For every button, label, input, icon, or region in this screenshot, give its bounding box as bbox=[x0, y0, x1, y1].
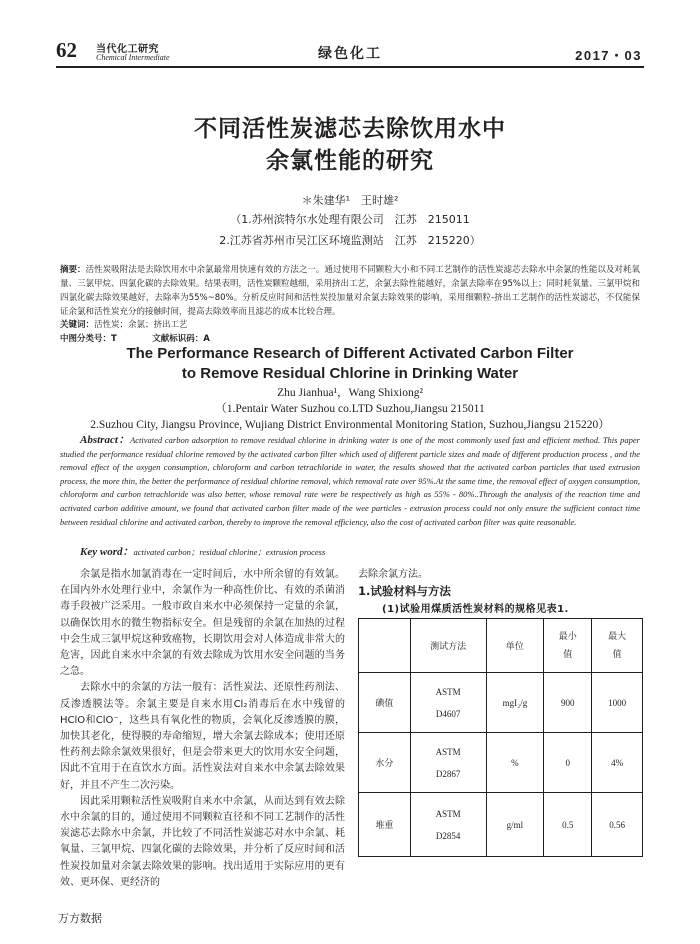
title-en-line1: The Performance Research of Different Activated Carbon Filter bbox=[126, 345, 574, 362]
spec-table bbox=[358, 618, 643, 857]
row-max: 4% bbox=[592, 733, 643, 793]
abstract-en-label: Abstract bbox=[80, 434, 118, 446]
keywords-en: Key word：activated carbon；residual chlorine；extrusion process bbox=[80, 546, 326, 558]
table-row bbox=[359, 793, 643, 857]
abstract-en: Abstract：Activated carbon adsorption to remove residual chlorine in drinking water is one of the most commonly used fast and efficient method. This paper studied the performance residual chlorine removed by the activated carbon filter which used of different particle sizes and made of different production process , and the removal effect of the oxygen consumption, chloroform and carbon tetrachloride in water, the results showed that the activated carbon particles that used extrusion process, the more thin, the better the performance of residual chlorine removal, which removal rate over 95%.At the same time, the removal effect of oxygen consumption, chloroform and carbon tetrachloride was also better, whose removal rate were be respectively as high as 55% - 80%..Through the analysis of the reaction time and activated carbon additive amount, we found that activated carbon filter made of the wee particles - extrusion process could not only ensure the sufficient contact time between residual chlorine and activated carbon, thereby to improve the removal efficiency, also the cost of activated carbon filter was quite reasonable. bbox=[60, 434, 640, 527]
table-header-cell: 最小 值 bbox=[544, 619, 592, 673]
classification bbox=[60, 332, 640, 346]
title-en-line2: to Remove Residual Chlorine in Drinking Water bbox=[181, 365, 519, 382]
abstract-cn-text: 活性炭吸附法是去除饮用水中余氯最常用快速有效的方法之一。通过使用不同颗粒大小和不同工艺制作的活性炭滤芯去除水中余氯的性能以及对耗氧量、三氯甲烷、四氯化碳的去除效果。结果表明，活性炭颗粒越细，采用挤出工艺，余氯去除性能越好，余氯去除率在95%以上；同时耗氧量、三氯甲烷和四氯化碳去除效果越好，去除率为55%~80%。分析反应时间和活性炭投加量对余氯去除效果的影响，采用细颗粒-挤出工艺制作的活性炭滤芯，不仅能保证余氯和活性炭充分的接触时间，提高去除效率而且滤芯的成本比较合理。 bbox=[60, 265, 640, 317]
row-unit: g/ml bbox=[486, 793, 544, 857]
row-min: 0 bbox=[544, 733, 592, 793]
doc-code-value: A bbox=[203, 334, 210, 344]
row-max: 0.56 bbox=[592, 793, 643, 857]
keywords-cn-label: 关键词： bbox=[60, 320, 95, 330]
row-unit: % bbox=[486, 733, 544, 793]
table-header-cell: 单位 bbox=[486, 619, 544, 673]
row-unit: mgI₂/g bbox=[486, 673, 544, 733]
table-header-row bbox=[359, 619, 643, 673]
page-number: 62 bbox=[56, 38, 77, 62]
body-paragraph: 因此采用颗粒活性炭吸附自来水中余氯，从而达到有效去除水中余氯的目的，通过使用不同颗粒直径和不同工艺制作的活性炭滤芯去除水中余氯，并比较了不同活性炭滤芯对水中余氯、耗氧量、三氯甲烷、四氯化碳的去除效果，并分析了反应时间和活性炭投加量对余氯去除效果的影响。找出适用于实际应用的更有效、更环保、更经济的 bbox=[60, 795, 345, 888]
table-row bbox=[359, 673, 643, 733]
doc-code-label: 文献标识码： bbox=[152, 334, 204, 344]
row-method: ASTM D4607 bbox=[410, 673, 486, 733]
row-min: 0.5 bbox=[544, 793, 592, 857]
table-header-cell: 测试方法 bbox=[410, 619, 486, 673]
section-heading-1: 1.试验材料与方法 bbox=[358, 584, 451, 598]
affiliation-en-2: 2.Suzhou City, Jiangsu Province, Wujiang District Environmental Monitoring Station, Suzhou,Jiangsu 215220） bbox=[90, 419, 610, 431]
clc-label: 中图分类号： bbox=[60, 334, 112, 344]
journal-name-cn: 当代化工研究 bbox=[96, 44, 159, 55]
title-cn-line1: 不同活性炭滤芯去除饮用水中 bbox=[194, 116, 506, 142]
journal-name-en: Chemical Intermediate bbox=[96, 53, 170, 62]
row-min: 900 bbox=[544, 673, 592, 733]
clc-value: T bbox=[111, 334, 117, 344]
header-rule bbox=[56, 66, 644, 68]
keywords-cn-text: 活性炭；余氯；挤出工艺 bbox=[94, 320, 188, 330]
keywords-en-label: Key word bbox=[80, 546, 123, 558]
row-name: 堆重 bbox=[359, 793, 411, 857]
body-paragraph: 去除水中的余氯的方法一般有：活性炭法、还原性药剂法、反渗透膜法等。余氯主要是自来水用Cl₂消毒后在水中残留的HClO和ClO⁻，这些具有氧化性的物质，会氧化反渗透膜的膜，加快其老化，使得膜的寿命缩短，增大余氯去除成本；使用还原性药剂去除余氯效果很好，但是会带来更大的饮用水安全问题，因此不宜用于在直饮水方面。活性炭法对自来水中余氯去除效果好，并且不产生二次污染。 bbox=[60, 682, 345, 791]
keywords-en-text: activated carbon；residual chlorine；extrusion process bbox=[133, 547, 326, 557]
row-max: 1000 bbox=[592, 673, 643, 733]
abstract-cn-label: 摘要： bbox=[60, 265, 86, 275]
keywords-cn bbox=[60, 318, 640, 332]
abstract-cn bbox=[60, 263, 640, 319]
row-name: 水分 bbox=[359, 733, 411, 793]
footer-watermark: 万方数据 bbox=[58, 912, 102, 925]
authors-en: Zhu Jianhua¹，Wang Shixiong² bbox=[277, 387, 423, 399]
row-method: ASTM D2854 bbox=[410, 793, 486, 857]
body-left-column bbox=[60, 567, 345, 891]
title-cn-line2: 余氯性能的研究 bbox=[266, 148, 434, 174]
row-name: 碘值 bbox=[359, 673, 411, 733]
section-title: 绿色化工 bbox=[318, 46, 382, 62]
body-right-continuation: 去除余氯方法。 bbox=[358, 569, 428, 580]
abstract-en-text: Activated carbon adsorption to remove residual chlorine in drinking water is one of the most commonly used fast and efficient method. This paper studied the performance residual chlorine removed by the activated carbon filter which used of different particle sizes and made of different production process , and the removal effect of the oxygen consumption, chloroform and carbon tetrachloride in water, the results showed that the activated carbon particles that used extrusion process, the more thin, the better the performance of residual chlorine removal, which removal rate over 95%.At the same time, the removal effect of oxygen consumption, chloroform and carbon tetrachloride was also better, whose removal rate were be respectively as high as 55% - 80%..Through the analysis of the reaction time and activated carbon additive amount, we found that activated carbon filter made of the wee particles - extrusion process could not only ensure the sufficient contact time between residual chlorine and activated carbon, thereby to improve the removal efficiency, also the cost of activated carbon filter was quite reasonable. bbox=[60, 435, 640, 527]
table-header-cell: 最大 值 bbox=[592, 619, 643, 673]
issue-number: 2017・03 bbox=[575, 48, 642, 63]
table-header-cell bbox=[359, 619, 411, 673]
affiliation-en-1: （1.Pentair Water Suzhou co.LTD Suzhou,Jiangsu 215011 bbox=[215, 403, 485, 415]
body-paragraph: 余氯是指水加氯消毒在一定时间后，水中所余留的有效氯。在国内外水处理行业中，余氯作为一种高性价比、有效的杀菌消毒手段被广泛采用。一般市政自来水中必须保持一定量的余氯，以确保饮用水的微生物指标安全。但是残留的余氯在加热的过程中会生成三氯甲烷这种致癌物，长期饮用会对人体造成非常大的危害，因此自来水中余氯的有效去除成为饮用水安全问题的当务之急。 bbox=[60, 569, 345, 678]
affiliation-cn-2: 2.江苏省苏州市吴江区环境监测站 江苏 215220） bbox=[219, 234, 481, 247]
affiliation-cn-1: （1.苏州滨特尔水处理有限公司 江苏 215011 bbox=[230, 213, 470, 226]
authors-cn: ＊朱建华¹ 王时雄² bbox=[301, 194, 399, 207]
table-row bbox=[359, 733, 643, 793]
row-method: ASTM D2867 bbox=[410, 733, 486, 793]
table-caption: (1)试验用煤质活性炭材料的规格见表1. bbox=[382, 604, 569, 615]
